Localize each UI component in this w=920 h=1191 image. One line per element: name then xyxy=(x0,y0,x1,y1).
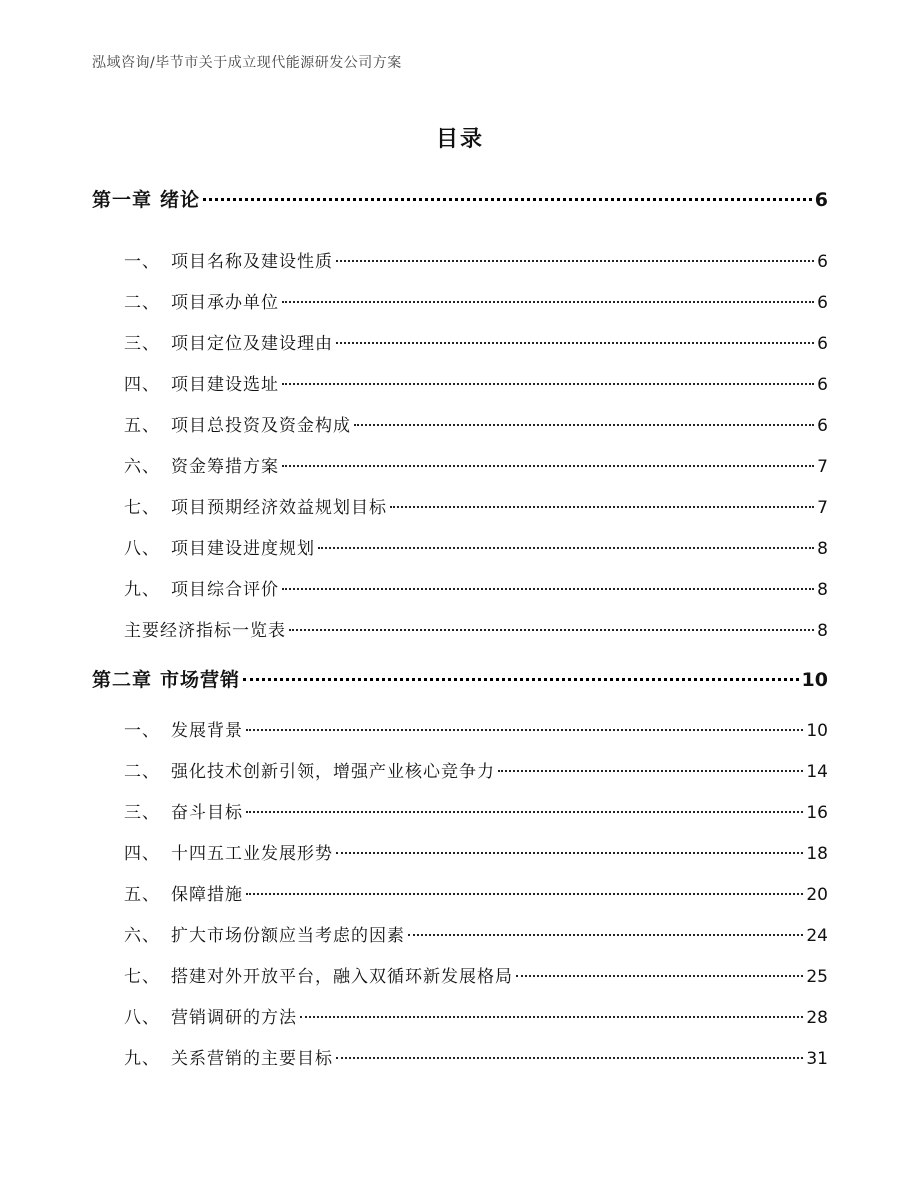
toc-section[interactable] xyxy=(124,452,828,477)
toc-number: 二、 xyxy=(124,762,160,782)
toc-title: 保障措施 xyxy=(171,885,243,905)
toc-title: 资金筹措方案 xyxy=(171,457,279,477)
toc-leader-dots xyxy=(336,342,814,344)
toc-section[interactable] xyxy=(124,1044,828,1069)
toc-number: 四、 xyxy=(124,375,160,395)
toc-section[interactable] xyxy=(124,839,828,864)
toc-leader-dots xyxy=(282,383,814,385)
toc-section[interactable] xyxy=(124,798,828,823)
toc-section[interactable] xyxy=(124,534,828,559)
toc-page-number: 7 xyxy=(817,457,828,477)
toc-page-number: 7 xyxy=(817,498,828,518)
toc-page-number: 6 xyxy=(817,375,828,395)
toc-label xyxy=(124,880,243,905)
toc-page-number: 6 xyxy=(817,416,828,436)
toc-title: 主要经济指标一览表 xyxy=(124,621,286,641)
toc-leader-dots xyxy=(498,770,803,772)
toc-number: 五、 xyxy=(124,885,160,905)
toc-number: 四、 xyxy=(124,844,160,864)
toc-number: 六、 xyxy=(124,926,160,946)
toc-number: 第二章 xyxy=(92,669,153,691)
toc-title: 项目建设进度规划 xyxy=(171,539,315,559)
toc-number: 五、 xyxy=(124,416,160,436)
toc-leader-dots xyxy=(246,729,803,731)
page-header: 泓域咨询/毕节市关于成立现代能源研发公司方案 xyxy=(92,55,402,71)
toc-label xyxy=(124,962,513,987)
toc-title: 绪论 xyxy=(160,189,201,211)
toc-label xyxy=(124,716,243,741)
toc-title: 项目综合评价 xyxy=(171,580,279,600)
toc-chapter[interactable] xyxy=(92,665,828,692)
toc-page-number: 20 xyxy=(806,885,828,905)
toc-leader-dots xyxy=(282,465,814,467)
toc-page-number: 8 xyxy=(817,539,828,559)
toc-leader-dots xyxy=(336,260,814,262)
toc-section[interactable] xyxy=(124,288,828,313)
toc-title: 发展背景 xyxy=(171,721,243,741)
toc-title: 项目承办单位 xyxy=(171,293,279,313)
toc-section[interactable] xyxy=(124,370,828,395)
toc-title: 项目建设选址 xyxy=(171,375,279,395)
toc-section[interactable] xyxy=(124,880,828,905)
toc-label xyxy=(124,757,495,782)
page-title: 目录 xyxy=(435,127,484,152)
toc-label xyxy=(124,370,279,395)
toc-label xyxy=(92,665,240,692)
toc-leader-dots xyxy=(390,506,814,508)
toc-number: 三、 xyxy=(124,803,160,823)
toc-section[interactable] xyxy=(124,1003,828,1028)
toc-leader-dots xyxy=(282,588,814,590)
toc-number: 七、 xyxy=(124,498,160,518)
toc-section[interactable] xyxy=(124,411,828,436)
toc-page-number: 6 xyxy=(817,252,828,272)
toc-section[interactable] xyxy=(124,716,828,741)
toc-chapter[interactable] xyxy=(92,185,828,212)
toc-section[interactable] xyxy=(124,575,828,600)
toc-number: 九、 xyxy=(124,1049,160,1069)
toc-section[interactable] xyxy=(124,921,828,946)
toc-number: 六、 xyxy=(124,457,160,477)
toc-leader-dots xyxy=(354,424,814,426)
toc-title: 扩大市场份额应当考虑的因素 xyxy=(171,926,405,946)
toc-page-number: 16 xyxy=(806,803,828,823)
toc-title: 强化技术创新引领，增强产业核心竞争力 xyxy=(171,762,495,782)
toc-label xyxy=(124,616,286,641)
toc-leader-dots xyxy=(318,547,814,549)
toc-page-number: 10 xyxy=(801,669,828,691)
toc-label xyxy=(124,1044,333,1069)
toc-label xyxy=(124,452,279,477)
toc-number: 一、 xyxy=(124,721,160,741)
toc-leader-dots xyxy=(300,1016,803,1018)
toc-section[interactable] xyxy=(124,329,828,354)
toc-leader-dots xyxy=(336,1057,803,1059)
toc-section[interactable] xyxy=(124,757,828,782)
toc-page-number: 28 xyxy=(806,1008,828,1028)
toc-title: 项目预期经济效益规划目标 xyxy=(171,498,387,518)
toc-title: 关系营销的主要目标 xyxy=(171,1049,333,1069)
toc-label xyxy=(124,575,279,600)
toc-number: 三、 xyxy=(124,334,160,354)
toc-section[interactable] xyxy=(124,616,828,641)
toc-page-number: 31 xyxy=(806,1049,828,1069)
toc-section[interactable] xyxy=(124,962,828,987)
toc-page-number: 8 xyxy=(817,621,828,641)
toc-number: 七、 xyxy=(124,967,160,987)
toc-label xyxy=(124,288,279,313)
toc-leader-dots xyxy=(246,893,803,895)
toc-leader-dots xyxy=(336,852,803,854)
toc-label xyxy=(124,247,333,272)
toc-label xyxy=(124,839,333,864)
toc-title: 项目总投资及资金构成 xyxy=(171,416,351,436)
toc-page-number: 24 xyxy=(806,926,828,946)
toc-number: 二、 xyxy=(124,293,160,313)
toc-page-number: 14 xyxy=(806,762,828,782)
toc-title: 项目名称及建设性质 xyxy=(171,252,333,272)
toc-label xyxy=(124,329,333,354)
toc-number: 一、 xyxy=(124,252,160,272)
toc-label xyxy=(124,798,243,823)
toc-page-number: 8 xyxy=(817,580,828,600)
toc-section[interactable] xyxy=(124,247,828,272)
toc-number: 九、 xyxy=(124,580,160,600)
toc-number: 八、 xyxy=(124,1008,160,1028)
toc-page-number: 25 xyxy=(806,967,828,987)
toc-label xyxy=(124,411,351,436)
toc-page-number: 6 xyxy=(817,334,828,354)
toc-title: 项目定位及建设理由 xyxy=(171,334,333,354)
toc-leader-dots xyxy=(243,678,799,681)
toc-title: 市场营销 xyxy=(160,669,241,691)
toc-page-number: 6 xyxy=(817,293,828,313)
toc-number: 八、 xyxy=(124,539,160,559)
toc-leader-dots xyxy=(282,301,814,303)
toc-title: 搭建对外开放平台，融入双循环新发展格局 xyxy=(171,967,513,987)
toc-title: 奋斗目标 xyxy=(171,803,243,823)
toc-leader-dots xyxy=(516,975,803,977)
toc-label xyxy=(124,493,387,518)
toc-page-number: 18 xyxy=(806,844,828,864)
toc-title: 十四五工业发展形势 xyxy=(171,844,333,864)
toc-title: 营销调研的方法 xyxy=(171,1008,297,1028)
toc-label xyxy=(92,185,200,212)
toc-number: 第一章 xyxy=(92,189,153,211)
toc-label xyxy=(124,534,315,559)
toc-leader-dots xyxy=(408,934,803,936)
toc-leader-dots xyxy=(289,629,814,631)
toc-leader-dots xyxy=(246,811,803,813)
toc-label xyxy=(124,1003,297,1028)
toc-label xyxy=(124,921,405,946)
toc-page-number: 10 xyxy=(806,721,828,741)
toc-page-number: 6 xyxy=(814,189,828,211)
toc-section[interactable] xyxy=(124,493,828,518)
toc-leader-dots xyxy=(203,198,812,201)
